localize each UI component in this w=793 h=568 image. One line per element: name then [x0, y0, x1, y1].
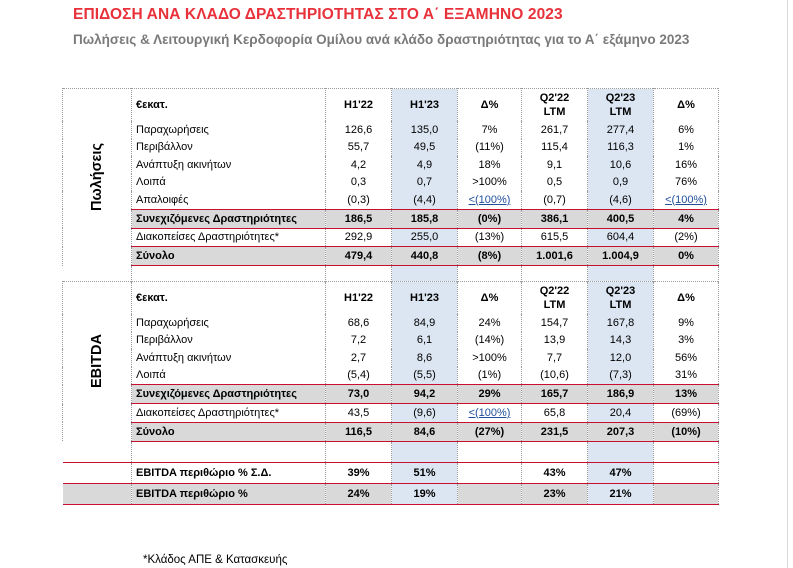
- row-value: (69%): [654, 404, 719, 423]
- row-value: (11%): [458, 139, 522, 157]
- row-value: 292,9: [326, 228, 392, 247]
- row-value: 68,6: [326, 314, 392, 332]
- row-value: 7,2: [326, 332, 392, 350]
- row-value: (9,6): [392, 404, 458, 423]
- spacer-cell: [654, 441, 719, 462]
- row-value: 231,5: [522, 422, 588, 441]
- row-value: 277,4: [588, 121, 654, 139]
- spacer-cell: [522, 441, 588, 462]
- row-value: 116,3: [588, 139, 654, 157]
- row-value: [458, 191, 522, 209]
- row-label: EBITDA περιθώριο %: [132, 483, 326, 504]
- ebitda-table-row: [63, 314, 719, 332]
- row-value: 8,6: [392, 349, 458, 367]
- spacer-cell: [63, 441, 132, 462]
- ebitda-total-row: [63, 422, 719, 441]
- ebitda-margin-row: [63, 483, 719, 504]
- row-value: 386,1: [522, 209, 588, 228]
- row-value: [458, 483, 522, 504]
- row-value: 126,6: [326, 121, 392, 139]
- row-value: 4%: [654, 209, 719, 228]
- row-value: 23%: [522, 483, 588, 504]
- row-value: 21%: [588, 483, 654, 504]
- row-label: Ανάπτυξη ακινήτων: [132, 349, 326, 367]
- ebitda-section-label: [63, 282, 132, 442]
- sales-header-h1_23: H1'23: [392, 89, 458, 122]
- row-value: (13%): [458, 228, 522, 247]
- row-value: (0,3): [326, 191, 392, 209]
- row-value: (2%): [654, 228, 719, 247]
- row-label: Ανάπτυξη ακινήτων: [132, 156, 326, 174]
- row-value: 65,8: [522, 404, 588, 423]
- sales-header-d2: Δ%: [654, 89, 719, 122]
- row-value: [458, 404, 522, 423]
- row-value: 55,7: [326, 139, 392, 157]
- row-label: Σύνολο: [132, 422, 326, 441]
- row-value: (8%): [458, 247, 522, 266]
- row-label: Απαλοιφές: [132, 191, 326, 209]
- spacer-cell: [654, 266, 719, 282]
- row-value: 604,4: [588, 228, 654, 247]
- row-value: (5,5): [392, 367, 458, 385]
- row-value: 479,4: [326, 247, 392, 266]
- sales-section-label: [63, 89, 132, 266]
- row-value: (0%): [458, 209, 522, 228]
- ebitda-table-row: [63, 332, 719, 350]
- sales-header-q2_22: Q2'22 LTM: [522, 89, 588, 122]
- section-gap: [63, 266, 719, 282]
- row-label: Περιβάλλον: [132, 139, 326, 157]
- row-value: 186,5: [326, 209, 392, 228]
- spacer-cell: [392, 441, 458, 462]
- row-value: 24%: [326, 483, 392, 504]
- row-value: (7,3): [588, 367, 654, 385]
- sales-continuing-row: [63, 209, 719, 228]
- row-value: 116,5: [326, 422, 392, 441]
- sales-header-d1: Δ%: [458, 89, 522, 122]
- page-divider: [787, 0, 788, 568]
- row-value: 0,7: [392, 174, 458, 192]
- row-value: 154,7: [522, 314, 588, 332]
- spacer-cell: [132, 266, 326, 282]
- ebitda-continuing-row: [63, 385, 719, 404]
- row-value: 94,2: [392, 385, 458, 404]
- row-value: 76%: [654, 174, 719, 192]
- row-value: 6%: [654, 121, 719, 139]
- row-value: 39%: [326, 462, 392, 483]
- ebitda-table-row: [63, 367, 719, 385]
- row-label: Λοιπά: [132, 367, 326, 385]
- row-value: 135,0: [392, 121, 458, 139]
- row-value: 6,1: [392, 332, 458, 350]
- spacer-cell: [326, 266, 392, 282]
- row-value: 400,5: [588, 209, 654, 228]
- spacer-cell: [588, 441, 654, 462]
- spacer-cell: [63, 266, 132, 282]
- row-value: 12,0: [588, 349, 654, 367]
- less-than-value: <(100%): [468, 193, 511, 206]
- ebitda-table-row: [63, 349, 719, 367]
- spacer-cell: [326, 441, 392, 462]
- row-value: 20,4: [588, 404, 654, 423]
- ebitda-header-h1_23: H1'23: [392, 282, 458, 315]
- sales-table-row: [63, 191, 719, 209]
- row-value: 255,0: [392, 228, 458, 247]
- row-value: 84,6: [392, 422, 458, 441]
- sales-table-row: [63, 174, 719, 192]
- row-value: (5,4): [326, 367, 392, 385]
- ebitda-header-d2: Δ%: [654, 282, 719, 315]
- sales-header-unit: €εκατ.: [132, 89, 326, 122]
- ebitda-header-h1_22: H1'22: [326, 282, 392, 315]
- row-value: [654, 191, 719, 209]
- ebitda-margin-continuing-row: [63, 462, 719, 483]
- row-value: >100%: [458, 349, 522, 367]
- row-value: >100%: [458, 174, 522, 192]
- row-value: [654, 483, 719, 504]
- row-value: 9,1: [522, 156, 588, 174]
- sales-section-label-text: Πωλήσεις: [89, 142, 106, 211]
- sales-header-row: [63, 89, 719, 122]
- sales-discontinued-row: [63, 228, 719, 247]
- sales-total-row: [63, 247, 719, 266]
- row-label: Παραχωρήσεις: [132, 121, 326, 139]
- row-label: Διακοπείσες Δραστηριότητες*: [132, 404, 326, 423]
- row-label: Διακοπείσες Δραστηριότητες*: [132, 228, 326, 247]
- row-value: 167,8: [588, 314, 654, 332]
- row-value: 47%: [588, 462, 654, 483]
- row-value: 13%: [654, 385, 719, 404]
- row-value: 1.004,9: [588, 247, 654, 266]
- row-value: 615,5: [522, 228, 588, 247]
- row-value: (4,6): [588, 191, 654, 209]
- section-gap: [63, 441, 719, 462]
- row-value: 0,3: [326, 174, 392, 192]
- row-value: 0,5: [522, 174, 588, 192]
- ebitda-header-row: [63, 282, 719, 315]
- row-value: 2,7: [326, 349, 392, 367]
- ebitda-header-d1: Δ%: [458, 282, 522, 315]
- row-value: 261,7: [522, 121, 588, 139]
- row-value: 7%: [458, 121, 522, 139]
- row-value: [458, 462, 522, 483]
- row-label: Σύνολο: [132, 247, 326, 266]
- row-value: 14,3: [588, 332, 654, 350]
- row-value: (4,4): [392, 191, 458, 209]
- row-value: 29%: [458, 385, 522, 404]
- spacer-cell: [588, 266, 654, 282]
- row-value: (10,6): [522, 367, 588, 385]
- page-subtitle: Πωλήσεις & Λειτουργική Κερδοφορία Ομίλου ανά κλάδο δραστηριότητας για το Α΄ εξάμηνο 2023: [73, 32, 690, 47]
- row-value: (10%): [654, 422, 719, 441]
- row-value: 1%: [654, 139, 719, 157]
- row-value: 3%: [654, 332, 719, 350]
- row-value: 18%: [458, 156, 522, 174]
- row-value: [654, 462, 719, 483]
- sales-header-h1_22: H1'22: [326, 89, 392, 122]
- row-value: 9%: [654, 314, 719, 332]
- row-value: 56%: [654, 349, 719, 367]
- spacer-cell: [132, 441, 326, 462]
- row-value: 1.001,6: [522, 247, 588, 266]
- row-value: 73,0: [326, 385, 392, 404]
- ebitda-discontinued-row: [63, 404, 719, 423]
- row-label: Συνεχιζόμενες Δραστηριότητες: [132, 385, 326, 404]
- spacer-cell: [392, 266, 458, 282]
- row-value: 7,7: [522, 349, 588, 367]
- footnote: *Κλάδος ΑΠΕ & Κατασκευής: [143, 554, 288, 566]
- less-than-value: <(100%): [468, 406, 511, 419]
- row-label: Συνεχιζόμενες Δραστηριότητες: [132, 209, 326, 228]
- ebitda-header-unit: €εκατ.: [132, 282, 326, 315]
- spacer-cell: [458, 441, 522, 462]
- ebitda-header-q2_22: Q2'22 LTM: [522, 282, 588, 315]
- row-value: 0%: [654, 247, 719, 266]
- sales-table-row: [63, 121, 719, 139]
- row-value: 115,4: [522, 139, 588, 157]
- sales-table-row: [63, 139, 719, 157]
- row-value: (27%): [458, 422, 522, 441]
- row-value: 31%: [654, 367, 719, 385]
- row-value: 186,9: [588, 385, 654, 404]
- ebitda-header-q2_23: Q2'23 LTM: [588, 282, 654, 315]
- row-value: 19%: [392, 483, 458, 504]
- row-value: 43%: [522, 462, 588, 483]
- spacer-cell: [458, 266, 522, 282]
- row-value: 4,2: [326, 156, 392, 174]
- row-value: 4,9: [392, 156, 458, 174]
- row-value: 16%: [654, 156, 719, 174]
- row-value: 165,7: [522, 385, 588, 404]
- row-value: 185,8: [392, 209, 458, 228]
- row-label: EBITDA περιθώριο % Σ.Δ.: [132, 462, 326, 483]
- row-label: Λοιπά: [132, 174, 326, 192]
- row-value: 51%: [392, 462, 458, 483]
- row-value: 440,8: [392, 247, 458, 266]
- sales-table-row: [63, 156, 719, 174]
- row-value: (0,7): [522, 191, 588, 209]
- row-value: 43,5: [326, 404, 392, 423]
- row-spacer-cell: [63, 483, 132, 504]
- row-label: Παραχωρήσεις: [132, 314, 326, 332]
- row-label: Περιβάλλον: [132, 332, 326, 350]
- row-value: (1%): [458, 367, 522, 385]
- row-value: (14%): [458, 332, 522, 350]
- row-value: 24%: [458, 314, 522, 332]
- row-value: 207,3: [588, 422, 654, 441]
- less-than-value: <(100%): [665, 193, 707, 206]
- segment-table: [62, 88, 719, 505]
- ebitda-section-label-text: EBITDA: [89, 334, 106, 388]
- page-title: ΕΠΙΔΟΣΗ ΑΝΑ ΚΛΑΔΟ ΔΡΑΣΤΗΡΙΟΤΗΤΑΣ ΣΤΟ Α΄ ΕΞΑΜΗΝΟ 2023: [73, 6, 563, 23]
- row-value: 13,9: [522, 332, 588, 350]
- spacer-cell: [522, 266, 588, 282]
- row-spacer-cell: [63, 462, 132, 483]
- row-value: 10,6: [588, 156, 654, 174]
- sales-header-q2_23: Q2'23 LTM: [588, 89, 654, 122]
- row-value: 49,5: [392, 139, 458, 157]
- row-value: 0,9: [588, 174, 654, 192]
- row-value: 84,9: [392, 314, 458, 332]
